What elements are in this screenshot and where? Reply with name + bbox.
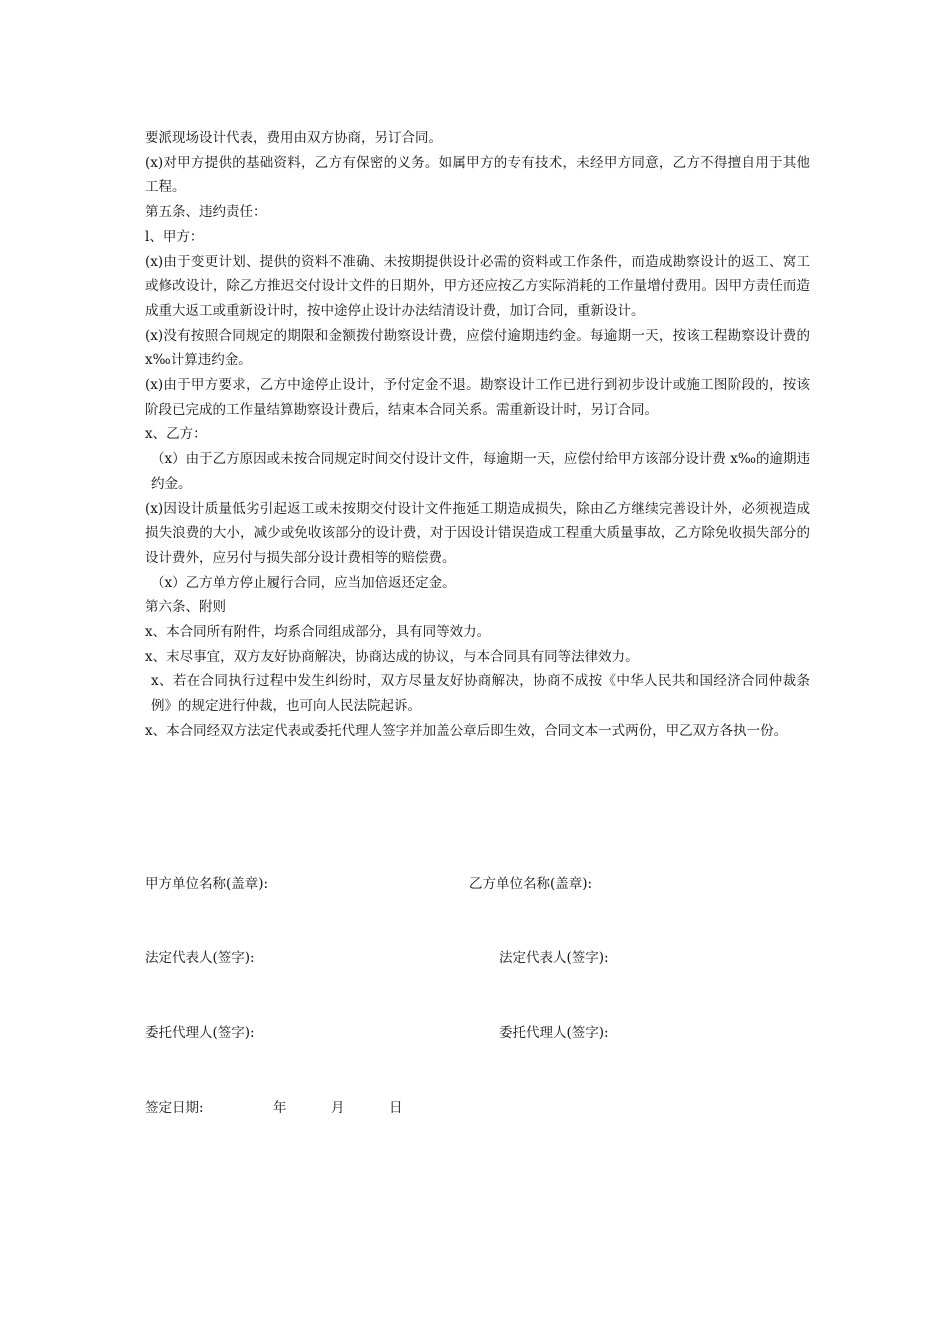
date-year-label: 年 (273, 1100, 287, 1116)
section-heading-liability: 第五条、违约责任： (145, 204, 267, 221)
paragraph-party-b-quality: (x)因设计质量低劣引起返工或未按期交付设计文件拖延工期造成损失，除由乙方继续完善设计外，必须视造成损失浪费的大小，减少或免收该部分的设计费，对于因设计错误造成工程重大质量事故，乙方除免收损失部分的设计费外，应另付与损失部分设计费相等的赔偿费。 (145, 500, 810, 566)
date-month-label: 月 (331, 1100, 345, 1116)
paragraph-attachments: x、本合同所有附件，均系合同组成部分，具有同等效力。 (145, 624, 491, 641)
signing-date-label: 签定日期: (145, 1100, 204, 1116)
paragraph-disputes: x、若在合同执行过程中发生纠纷时，双方尽量友好协商解决，协商不成按《中华人民共和国经济合同仲裁条例》的规定进行仲裁，也可向人民法院起诉。 (151, 673, 810, 715)
paragraph-party-a-stop-design: (x)由于甲方要求，乙方中途停止设计，予付定金不退。勘察设计工作已进行到初步设计或施工图阶段的，按该阶段已完成的工作量结算勘察设计费后，结束本合同关系。需重新设计时，另订合同。 (145, 377, 810, 418)
subheading-party-a: l、甲方： (145, 228, 204, 245)
party-a-agent-label: 委托代理人(签字): (145, 1025, 255, 1041)
paragraph-party-b-late-delivery: （x）由于乙方原因或未按合同规定时间交付设计文件，每逾期一天，应偿付给甲方该部分设计费 x‰的逾期违约金。 (151, 451, 810, 492)
party-a-unit-label: 甲方单位名称(盖章): (145, 876, 269, 892)
paragraph-design-representative: 要派现场设计代表，费用由双方协商，另订合同。 (145, 130, 442, 146)
date-day-label: 日 (389, 1100, 403, 1116)
paragraph-effectiveness: x、本合同经双方法定代表或委托代理人签字并加盖公章后即生效，合同文本一式两份，甲乙双方各执一份。 (145, 722, 788, 739)
paragraph-party-a-late-payment: (x)没有按照合同规定的期限和金额拨付勘察设计费，应偿付逾期违约金。每逾期一天，按该工程勘察设计费的 x‰计算违约金。 (145, 327, 810, 369)
party-a-representative-label: 法定代表人(签字): (145, 950, 255, 966)
paragraph-party-b-termination: （x）乙方单方停止履行合同，应当加倍返还定金。 (151, 574, 456, 591)
subheading-party-b: x、乙方： (145, 426, 207, 443)
party-b-unit-label: 乙方单位名称(盖章): (469, 876, 593, 892)
paragraph-unresolved-matters: x、末尽事宜，双方友好协商解决，协商达成的协议，与本合同具有同等法律效力。 (145, 648, 639, 665)
paragraph-confidentiality: (x)对甲方提供的基础资料，乙方有保密的义务。如属甲方的专有技术，未经甲方同意，乙方不得擅自用于其他工程。 (145, 154, 810, 196)
contract-body (145, 126, 810, 744)
party-b-agent-label: 委托代理人(签字): (499, 1025, 609, 1041)
section-heading-supplementary: 第六条、附则 (145, 599, 226, 616)
paragraph-party-a-plan-change: (x)由于变更计划、提供的资料不准确、未按期提供设计必需的资料或工作条件，而造成勘察设计的返工、窝工或修改设计，除乙方推迟交付设计文件的日期外，甲方还应按乙方实际消耗的工作量增付费用。因甲方责任而造成重大返工或重新设计时，按中途停止设计办法结清设计费，加订合同，重新设计。 (145, 253, 810, 319)
party-b-representative-label: 法定代表人(签字): (499, 950, 609, 966)
